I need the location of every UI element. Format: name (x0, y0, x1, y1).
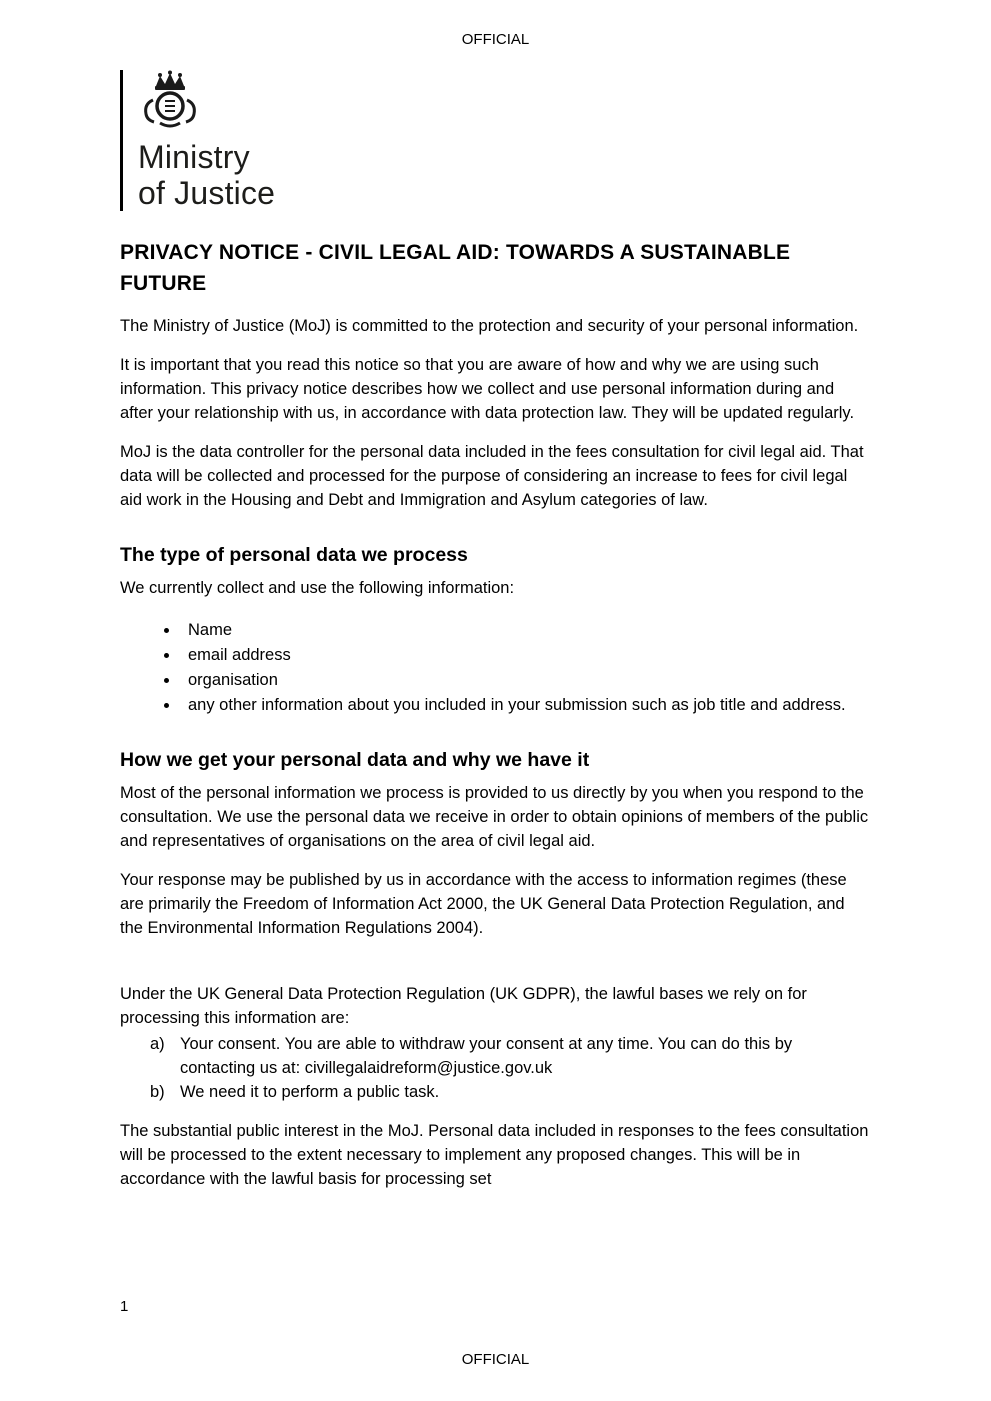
list-item (120, 1032, 871, 1080)
document-body (120, 237, 871, 1191)
moj-logo (120, 70, 350, 211)
lawful-bases-list (120, 1032, 871, 1104)
how-we-get-paragraph-3: Under the UK General Data Protection Regulation (UK GDPR), the lawful bases we rely on for processing this information are: (120, 985, 807, 1027)
data-types-intro: We currently collect and use the following information: (120, 579, 515, 597)
list-marker: a) (150, 1035, 165, 1053)
logo-text-line2: of Justice (138, 175, 276, 211)
section-heading-data-types: The type of personal data we process (120, 544, 468, 566)
classification-marking-top: OFFICIAL (461, 31, 530, 48)
classification-marking-bottom: OFFICIAL (461, 1351, 530, 1368)
bullet-item: • any other information about you included in your submission such as job title and address. (180, 693, 871, 717)
list-marker: b) (150, 1083, 165, 1101)
how-we-get-paragraph-1: Most of the personal information we process is provided to us directly by you when you respond to the consultation. We use the personal data we receive in order to obtain opinions of members of the public and representatives of organisations on the area of civil legal aid. (120, 784, 869, 850)
royal-crest-icon (138, 70, 350, 133)
how-we-get-paragraph-4: The substantial public interest in the MoJ. Personal data included in responses to the fees consultation will be processed to the extent necessary to implement any proposed changes. This will be in accordance with the lawful basis for processing set (120, 1122, 869, 1188)
intro-paragraph-2: It is important that you read this notice so that you are aware of how and why we are using such information. This privacy notice describes how we collect and use personal information during and after your relationship with us, in accordance with data protection law. They will be updated regularly. (120, 356, 855, 422)
list-item (120, 1080, 871, 1104)
section-heading-how-we-get: How we get your personal data and why we have it (120, 749, 590, 771)
bullet-item: • Name (180, 618, 871, 642)
intro-paragraph-1: The Ministry of Justice (MoJ) is committed to the protection and security of your personal information. (120, 317, 859, 335)
bullet-item: • organisation (180, 668, 871, 692)
intro-paragraph-3: MoJ is the data controller for the personal data included in the fees consultation for civil legal aid. That data will be collected and processed for the purpose of considering an increase to fees for civil legal aid work in the Housing and Debt and Immigration and Asylum categories of law. (120, 443, 864, 509)
list-item-text: We need it to perform a public task. (180, 1083, 440, 1101)
personal-data-list (120, 618, 871, 717)
how-we-get-paragraph-2: Your response may be published by us in accordance with the access to information regimes (these are primarily the Freedom of Information Act 2000, the UK General Data Protection Regulation, and the Environmental Information Regulations 2004). (120, 871, 847, 937)
logo-text-line1: Ministry (138, 139, 250, 175)
list-item-text: Your consent. You are able to withdraw your consent at any time. You can do this by contacting us at: civillegalaidreform@justice.gov.uk (180, 1035, 793, 1077)
page-number: 1 (120, 1298, 129, 1315)
document-title: PRIVACY NOTICE - CIVIL LEGAL AID: TOWARDS A SUSTAINABLE FUTURE (120, 241, 791, 295)
bullet-item: • email address (180, 643, 871, 667)
